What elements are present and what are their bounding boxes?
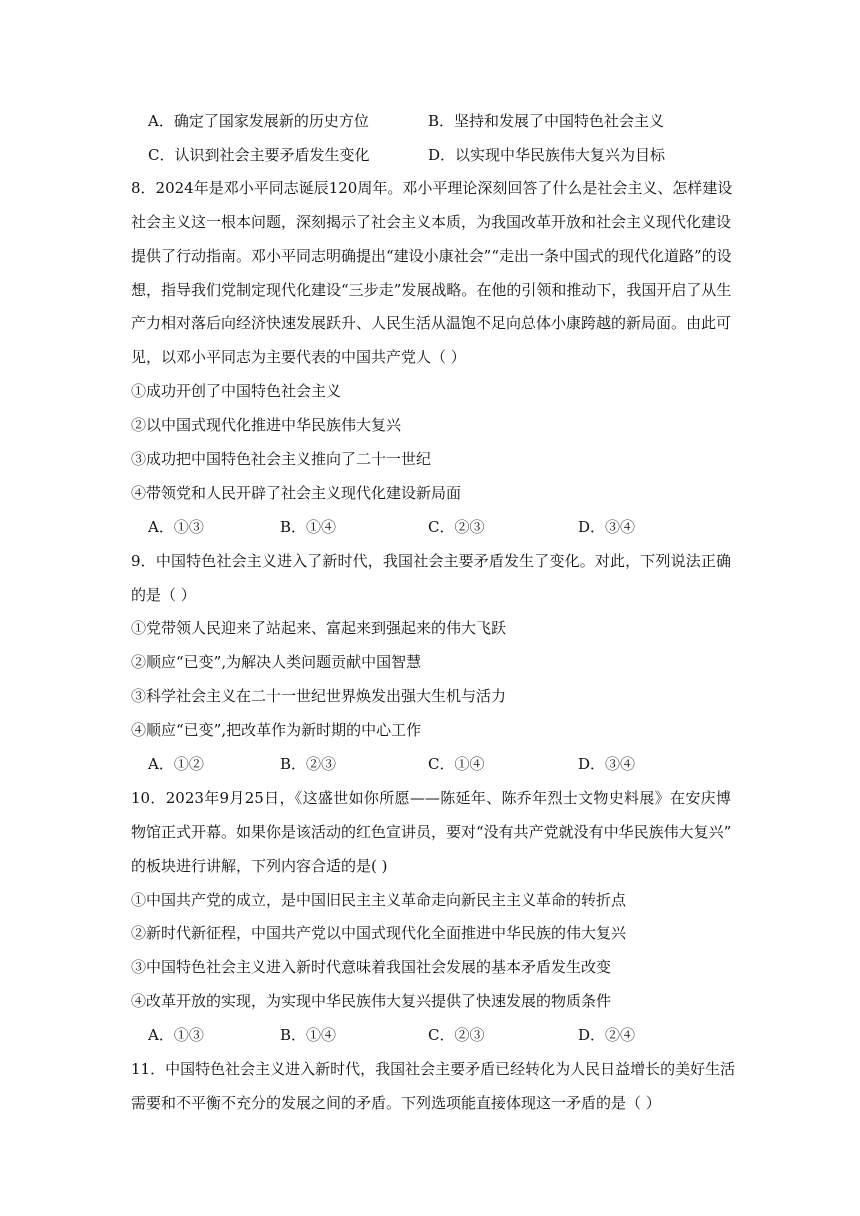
q7-option-b: B．坚持和发展了中国特色社会主义 [428,112,665,130]
q9-item: ③科学社会主义在二十一世纪世界焕发出强大生机与活力 [131,687,507,705]
q8-item: ③成功把中国特色社会主义推向了二十一世纪 [131,450,432,468]
q8-option-b: B．①④ [280,518,337,536]
q8-item: ①成功开创了中国特色社会主义 [131,382,342,400]
q8-stem-line: 产力相对落后向经济快速发展跃升、人民生活从温饱不足向总体小康跨越的新局面。由此可 [131,314,732,332]
q7-option-a: A．确定了国家发展新的历史方位 [148,112,369,130]
q8-option-d: D．③④ [578,518,636,536]
q9-item: ②顺应“已变”,为解决人类问题贡献中国智慧 [131,653,422,671]
q10-option-a: A．①③ [148,1026,204,1044]
q10-item: ③中国特色社会主义进入新时代意味着我国社会发展的基本矛盾发生改变 [131,958,612,976]
q8-item: ④带领党和人民开辟了社会主义现代化建设新局面 [131,484,462,502]
q9-option-d: D．③④ [578,755,636,773]
q8-stem-line: 提供了行动指南。邓小平同志明确提出“建设小康社会”“走出一条中国式的现代化道路”的设 [131,247,732,265]
q8-option-a: A．①③ [148,518,204,536]
q10-option-d: D．②④ [578,1026,636,1044]
q7-option-c: C．认识到社会主要矛盾发生变化 [148,146,370,164]
q9-item: ①党带领人民迎来了站起来、富起来到强起来的伟大飞跃 [131,619,507,637]
q11-stem-line: 需要和不平衡不充分的发展之间的矛盾。下列选项能直接体现这一矛盾的是（ ） [131,1094,661,1112]
q11-stem-line: 11．中国特色社会主义进入新时代，我国社会主要矛盾已经转化为人民日益增长的美好生活 [131,1060,736,1078]
q9-option-b: B．②③ [280,755,337,773]
q10-stem-line: 物馆正式开幕。如果你是该活动的红色宣讲员，要对“没有共产党就没有中华民族伟大复兴” [131,823,732,841]
q8-item: ②以中国式现代化推进中华民族伟大复兴 [131,416,402,434]
q10-stem-line: 的板块进行讲解，下列内容合适的是( ) [131,857,388,875]
q10-item: ④改革开放的实现，为实现中华民族伟大复兴提供了快速发展的物质条件 [131,992,612,1010]
q10-stem-line: 10．2023年9月25日，《这盛世如你所愿——陈延年、陈乔年烈士文物史料展》在安庆博 [131,789,731,807]
q9-option-c: C．①④ [428,755,485,773]
q9-stem-line: 9．中国特色社会主义进入了新时代，我国社会主要矛盾发生了变化。对此，下列说法正确 [131,552,731,570]
q8-stem-line: 见，以邓小平同志为主要代表的中国共产党人（ ） [131,348,466,366]
q10-option-c: C．②③ [428,1026,485,1044]
q9-stem-line: 的是（ ） [131,586,196,604]
q9-item: ④顺应“已变”,把改革作为新时期的中心工作 [131,721,422,739]
q7-option-d: D．以实现中华民族伟大复兴为目标 [428,146,666,164]
q10-option-b: B．①④ [280,1026,337,1044]
q8-option-c: C．②③ [428,518,485,536]
q10-item: ②新时代新征程，中国共产党以中国式现代化全面推进中华民族的伟大复兴 [131,924,627,942]
q8-stem-line: 想，指导我们党制定现代化建设“三步走”发展战略。在他的引领和推动下，我国开启了从生 [131,281,732,299]
q9-option-a: A．①② [148,755,204,773]
q10-item: ①中国共产党的成立，是中国旧民主主义革命走向新民主主义革命的转折点 [131,891,627,909]
q8-stem-line: 8．2024年是邓小平同志诞辰120周年。邓小平理论深刻回答了什么是社会主义、怎样建设 [131,179,733,197]
q8-stem-line: 社会主义这一根本问题，深刻揭示了社会主义本质，为我国改革开放和社会主义现代化建设 [131,213,732,231]
